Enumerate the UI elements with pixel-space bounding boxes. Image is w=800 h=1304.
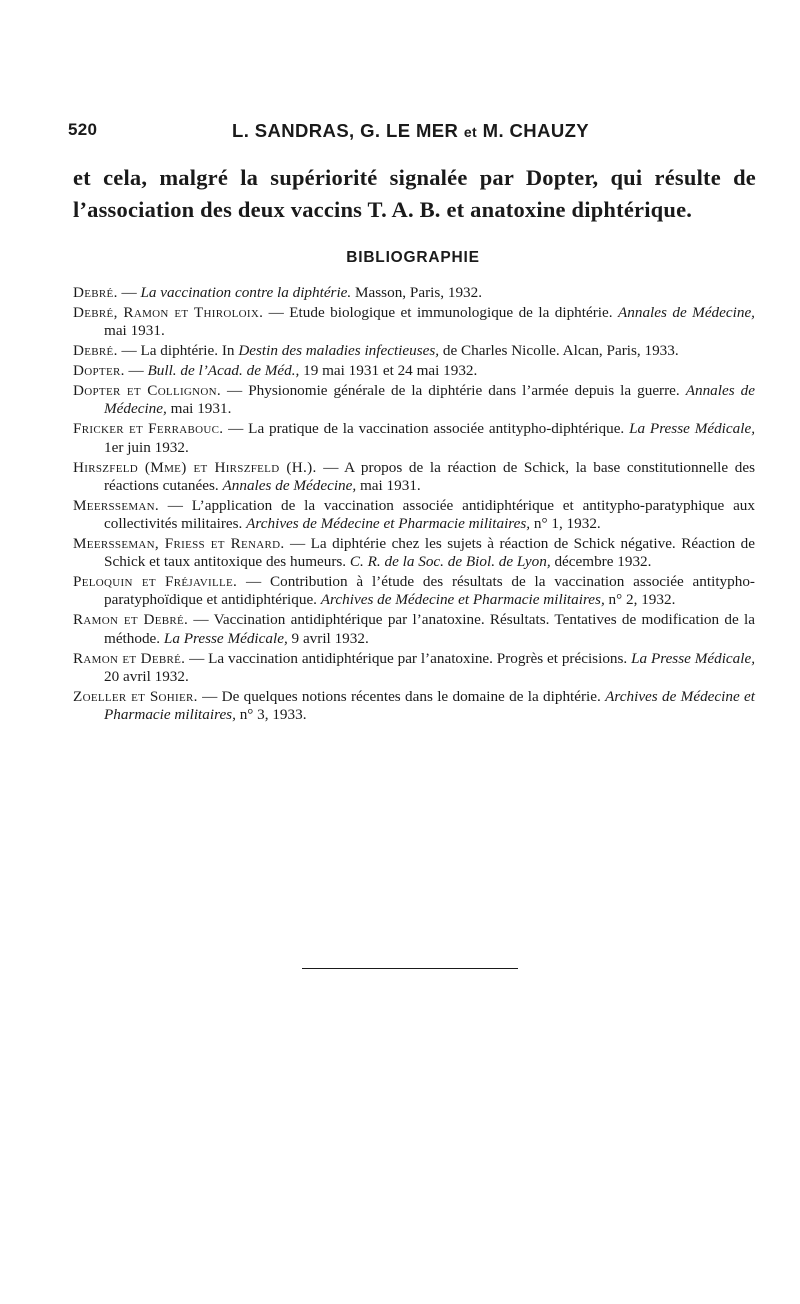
reference-entry (73, 650, 755, 686)
reference-source: Archives de Médecine et Pharmacie militaires, (104, 687, 755, 724)
reference-text: — (117, 284, 141, 301)
reference-entry (73, 362, 755, 380)
reference-text: — (124, 362, 148, 380)
reference-source: La Presse Médicale, (163, 629, 288, 647)
reference-text: — Vaccination antidiphtérique par l’anatoxine. Résultats. Tentatives de modification de la méthode. (104, 611, 755, 647)
reference-entry (73, 284, 755, 302)
reference-source: C. R. de la Soc. de Biol. de Lyon, (349, 553, 551, 571)
page-number: 520 (68, 120, 98, 139)
reference-text: — A propos de la réaction de Schick, la base constitutionnelle des réactions cutanées. (104, 458, 756, 494)
reference-author: Peloquin et Fréjaville. (73, 573, 238, 591)
reference-text: n° 1, 1932. (530, 515, 601, 533)
reference-text: mai 1931. (104, 322, 165, 340)
end-rule (302, 968, 518, 969)
section-title: BIBLIOGRAPHIE (346, 249, 480, 266)
reference-text: — La diphtérie. In (117, 342, 239, 360)
reference-entry (73, 573, 755, 609)
reference-text: mai 1931. (356, 476, 421, 494)
bibliography-list (73, 284, 755, 726)
reference-text: — Physionomie générale de la diphtérie dans l’armée depuis la guerre. (221, 382, 686, 400)
reference-source: La vaccination contre la diphtérie. (140, 284, 352, 301)
reference-entry (73, 611, 755, 647)
reference-text: — De quelques notions récentes dans le domaine de la diphtérie. (197, 687, 606, 705)
reference-author: Debré, Ramon et Thiroloix. (73, 304, 264, 321)
reference-text: de Charles Nicolle. Alcan, Paris, 1933. (439, 342, 679, 360)
reference-author: Zoeller et Sohier. (73, 687, 198, 705)
reference-text: — La pratique de la vaccination associée antitypho-diphtérique. (223, 420, 630, 438)
reference-text: — Contribution à l’étude des résultats de la vaccination associée antitypho-paratyphoïdique et antidiphtérique. (104, 573, 755, 609)
reference-text: — La vaccination antidiphtérique par l’anatoxine. Progrès et précisions. (185, 649, 632, 667)
running-head (232, 120, 612, 142)
reference-text: 19 mai 1931 et 24 mai 1932. (299, 362, 478, 380)
reference-text: mai 1931. (166, 400, 232, 418)
reference-author: Ramon et Debré. (73, 649, 186, 667)
reference-source: Archives de Médecine et Pharmacie militaires, (320, 591, 605, 609)
intro-paragraph: et cela, malgré la supériorité signalée par Dopter, qui résulte de l’association des deux vaccins T. A. B. et anatoxine diphtérique. (73, 165, 756, 222)
reference-source: Destin des maladies infectieuses, (238, 342, 440, 360)
reference-text: 1er juin 1932. (104, 438, 189, 456)
reference-source: Bull. de l’Acad. de Méd., (147, 362, 300, 380)
reference-text: — L’application de la vaccination associée antidiphtérique et antitypho-paratyphique aux collectivités militaires. (104, 496, 755, 533)
reference-author: Dopter. (73, 362, 125, 380)
reference-author: Debré. (73, 342, 118, 360)
reference-text: 9 avril 1932. (287, 629, 369, 647)
reference-source: Annales de Médecine, (618, 304, 755, 321)
reference-author: Dopter et Collignon. (73, 382, 222, 400)
reference-entry (73, 459, 755, 495)
reference-entry (73, 688, 755, 724)
reference-author: Meersseman. (73, 496, 159, 514)
reference-entry (73, 497, 755, 533)
reference-entry (73, 342, 755, 360)
reference-source: Archives de Médecine et Pharmacie militaires, (246, 515, 531, 533)
reference-entry (73, 382, 755, 418)
reference-source: La Presse Médicale, (631, 649, 756, 667)
reference-text: Masson, Paris, 1932. (351, 284, 483, 301)
running-head-et: et (463, 124, 478, 140)
reference-text: n° 3, 1933. (235, 706, 307, 724)
reference-entry (73, 535, 755, 571)
reference-entry (73, 420, 755, 456)
reference-author: Hirszfeld (Mme) et Hirszfeld (H.). (73, 458, 317, 476)
reference-author: Debré. (73, 284, 118, 301)
reference-source: La Presse Médicale, (629, 420, 755, 438)
reference-text: n° 2, 1932. (604, 591, 676, 609)
reference-text: 20 avril 1932. (104, 667, 189, 685)
reference-author: Fricker et Ferrabouc. (73, 420, 224, 438)
reference-text: — La diphtérie chez les sujets à réaction de Schick négative. Réaction de Schick et taux antitoxique des humeurs. (104, 535, 755, 571)
running-head-authors: L. SANDRAS, G. LE MER (232, 120, 459, 141)
reference-text: — Etude biologique et immunologique de la diphtérie. (263, 304, 618, 321)
reference-author: Ramon et Debré. (73, 611, 189, 629)
reference-source: Annales de Médecine, (222, 476, 357, 494)
reference-entry (73, 304, 755, 340)
reference-author: Meersseman, Friess et Renard. (73, 535, 285, 553)
running-head-last-author: M. CHAUZY (482, 120, 590, 141)
reference-source: Annales de Médecine, (104, 382, 755, 418)
reference-text: décembre 1932. (550, 553, 652, 571)
